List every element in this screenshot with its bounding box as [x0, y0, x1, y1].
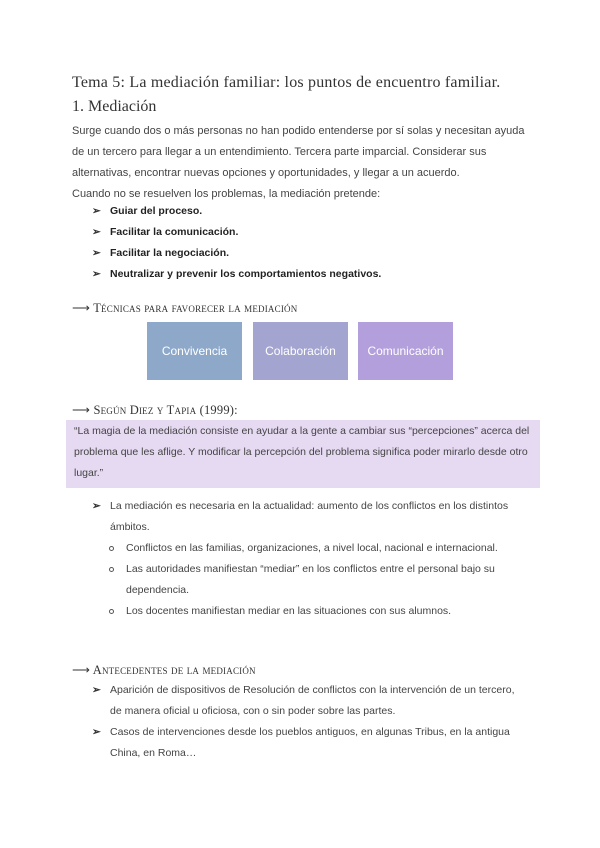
list-item: Las autoridades manifiestan “mediar” en los conflictos entre el personal bajo su dependencia.	[92, 559, 522, 601]
list-item: Conflictos en las familias, organizaciones, a nivel local, nacional e internacional.	[92, 538, 522, 559]
list-item: ➢ Facilitar la comunicación.	[92, 222, 381, 243]
list-item: ➢ Neutralizar y prevenir los comportamientos negativos.	[92, 264, 381, 285]
list-item: ➢ Facilitar la negociación.	[92, 243, 381, 264]
list-item: Los docentes manifiestan mediar en las situaciones con sus alumnos.	[92, 601, 522, 622]
circle-bullet-icon	[109, 567, 114, 572]
antecedentes-list	[92, 680, 522, 764]
technique-box-colaboracion: Colaboración	[253, 322, 348, 380]
list-item: ➢ Casos de intervenciones desde los pueblos antiguos, en algunas Tribus, en la antigua China, en Roma…	[92, 722, 522, 764]
section-heading-tecnicas: ⟶ Técnicas para favorecer la mediación	[72, 301, 298, 315]
list-item: ➢ La mediación es necesaria en la actualidad: aumento de los conflictos en los distintos ámbitos.	[92, 496, 522, 538]
arrow-bullet-icon: ➢	[92, 205, 101, 217]
circle-bullet-icon	[109, 609, 114, 614]
goals-intro-text: Cuando no se resuelven los problemas, la mediación pretende:	[72, 188, 381, 200]
section-heading-mediacion: 1. Mediación	[72, 98, 157, 115]
arrow-bullet-icon: ➢	[92, 268, 101, 280]
technique-box-comunicacion: Comunicación	[358, 322, 453, 380]
arrow-bullet-icon: ➢	[92, 500, 101, 512]
list-item: ➢ Aparición de dispositivos de Resolución de conflictos con la intervención de un tercero, de manera oficial u oficiosa, con o sin poder sobre las partes.	[92, 680, 522, 722]
section-heading-diez-tapia: ⟶ Según Diez y Tapia (1999):	[72, 403, 238, 417]
goals-list	[92, 201, 381, 285]
definition-text: Surge cuando dos o más personas no han podido entenderse por sí solas y necesitan ayuda de un tercero para llegar a un entendimiento. Tercera parte imparcial. Considerar sus alternativas, encontrar nuevas opciones y oportunidades, y llegar a un acuerdo.	[72, 125, 525, 179]
sub-list	[92, 538, 522, 622]
list-item: ➢ Guiar del proceso.	[92, 201, 381, 222]
section-heading-antecedentes: ⟶ Antecedentes de la mediación	[72, 663, 256, 677]
page-title: Tema 5: La mediación familiar: los puntos de encuentro familiar.	[72, 74, 501, 91]
necessity-list	[92, 496, 522, 622]
quote-block: “La magia de la mediación consiste en ayudar a la gente a cambiar sus “percepciones” acerca del problema que les aflige. Y modificar la percepción del problema significa poder mirarlo desde otro lugar.”	[66, 420, 540, 488]
arrow-bullet-icon: ➢	[92, 726, 101, 738]
technique-box-convivencia: Convivencia	[147, 322, 242, 380]
arrow-bullet-icon: ➢	[92, 247, 101, 259]
arrow-bullet-icon: ➢	[92, 226, 101, 238]
intro-paragraph	[72, 121, 532, 205]
techniques-diagram	[147, 322, 454, 380]
circle-bullet-icon	[109, 546, 114, 551]
arrow-bullet-icon: ➢	[92, 684, 101, 696]
